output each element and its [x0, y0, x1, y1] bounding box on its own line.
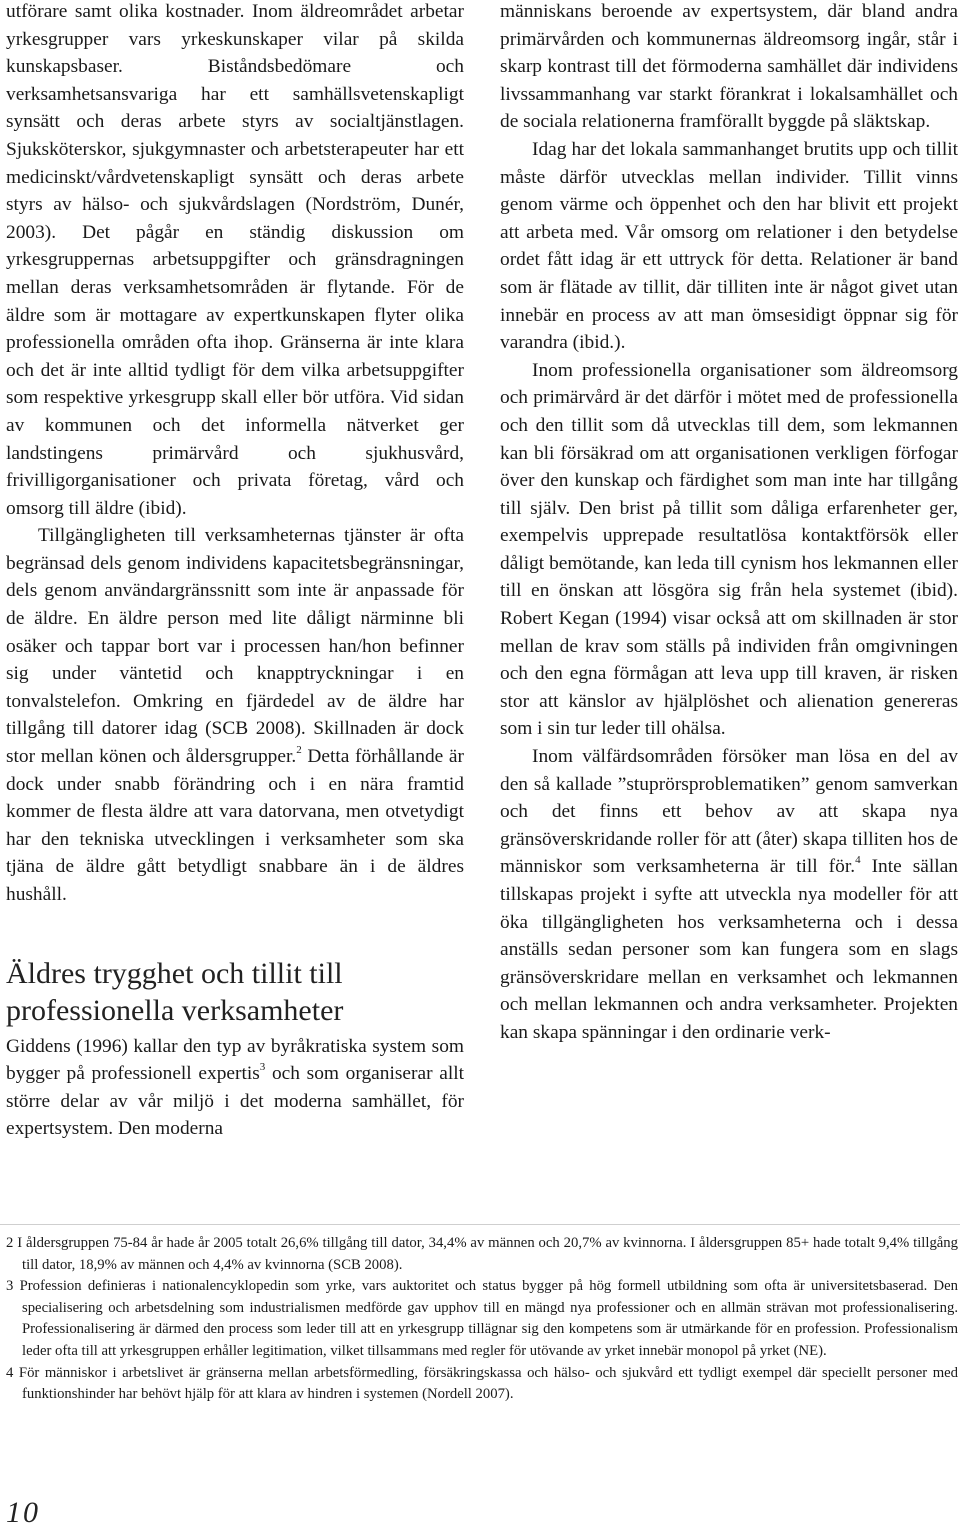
paragraph: Idag har det lokala sammanhanget brutits upp och tillit måste därför utvecklas mellan individer. Tillit vinns genom värme och öppenhet och den har blivit ett projekt att arbeta med. Vår omsorg om relationer i den betydelse ordet fått idag är ett uttryck för detta. Relationer är band som är flätade av tillit, där tilliten inte är något givet utan innebär en process av att man ömsesidigt öppnar sig för varandra (ibid.). [500, 138, 958, 354]
paragraph-text: Detta förhållande är dock under snabb förändring och i en nära framtid kommer de flesta äldre att vara datorvana, men otvetydigt har den tekniska utvecklingen i verksamheter som ska tjäna de äldre gått betydligt snabbare än i de äldres hushåll. [6, 746, 464, 905]
footnote-ref-3: 3 [259, 1061, 266, 1074]
paragraph-text: Tillgängligheten till verksamheternas tjänster är ofta begränsad dels genom individens kapacitetsbegränsningar, dels genom användargränssnitt som inte är anpassade för de äldre. En äldre person med lite dåligt närminne bli osäker och tappar bort var i processen han/hon befinner sig under väntetid och knapptryckningar i en tonvalstelefon. Omkring en fjärdedel av de äldre har tillgång till datorer idag (SCB 2008). Skillnaden är dock stor mellan könen och åldersgrupper. [6, 525, 464, 768]
footnote-ref-4: 4 [855, 854, 861, 867]
paragraph-text: Giddens (1996) kallar den typ av byråkratiska system som bygger på professionell expertis [6, 1035, 464, 1085]
footnote-2: 2 I åldersgruppen 75-84 år hade år 2005 totalt 26,6% tillgång till dator, 34,4% av männen och 20,7% av kvinnorna. I åldersgruppen 85+ hade totalt 9,4% tillgång till dator, 18,9% av männen och 4,4% av kvinnorna (SCB 2008). [6, 1235, 958, 1273]
footnote-3: 3 Profession definieras i nationalencyklopedin som yrke, vars auktoritet och status bygger på hög formell utbildning som ofta är universitetsbaserad. Den specialisering och arbetsdelning som industrialismen medförde gav upphov till en mängd nya professioner och en allmän strävan mot professionalisering. Professionalisering är därmed den process som leder till att en yrkesgrupp tillägnar sig den kompetens som är utmärkande för en profession. Professionalism leder ofta till att yrkesgruppen erhåller legitimation, vilket tillsammans med regler för utövande av yrket innebär monopol på yrket (NE). [6, 1278, 958, 1359]
section-heading: Äldres trygghet och tillit till professionella verksamheter [6, 956, 344, 1027]
paragraph [6, 1033, 464, 1143]
footnote-divider [0, 1224, 960, 1225]
page-number: 10 [6, 1496, 40, 1529]
footnote-ref-2: 2 [296, 744, 302, 757]
paragraph: Inom professionella organisationer som äldreomsorg och primärvård är det därför i mötet med de professionella och den tillit som då utvecklas till dem, som lekmannen kan bli försäkrad om att organisationen verkligen förfogar över den kunskap och färdighet som man inte har tillgång till själv. Den brist på tillit som dåliga erfarenheter ger, exempelvis upprepade resultatlösa kontaktförsök eller dåligt bemötande, kan leda till cynism hos lekmannen eller till en önskan att lösgöra sig från hela systemet (ibid). Robert Kegan (1994) visar också att om skillnaden är stor mellan de krav som ställs på individen från omgivningen och den egna förmågan att leva upp till kraven, är risken stor att känslor av hjälplöshet och alienation genereras som i sin tur leder till ohälsa. [500, 359, 958, 740]
paragraph [6, 522, 464, 908]
footnotes [6, 1233, 958, 1406]
paragraph: människans beroende av expertsystem, där bland andra primärvården och kommunernas äldreomsorg ingår, står i skarp kontrast till det förmoderna samhället där individens livssammanhang var starkt förankrat i lokalsamhället och de sociala relationerna framförallt byggde på släktskap. [500, 1, 958, 133]
left-column [6, 0, 464, 1143]
footnote-4: 4 För människor i arbetslivet är gränserna mellan arbetsförmedling, försäkringskassa och hälso- och sjukvård ett tydligt exempel där speciellt personer med funktionshinder har behövt hjälp för att klara av hindren i systemen (Nordell 2007). [6, 1364, 958, 1403]
paragraph-text: Inom välfärdsområden försöker man lösa en del av den så kallade ”stuprörsproblematiken” genom samverkan och det finns ett behov av att skapa nya gränsöverskridande roller för att (åter) skapa tilliten hos de människor som verksamheterna är till för. [500, 746, 958, 878]
paragraph-text: Inte sällan tillskapas projekt i syfte att utveckla nya modeller för att öka tillgängligheten hos verksamheterna och i dessa anställs sedan personer som kan fungera som en slags gränsöverskridare mellan en verksamhet och lekmannen och mellan lekmannen och andra verksamheter. Projekten kan skapa spänningar i den ordinarie verk- [500, 856, 958, 1043]
paragraph: utförare samt olika kostnader. Inom äldreområdet arbetar yrkesgrupper vars yrkeskunskaper vilar på skilda kunskapsbaser. Biståndsbedömare och verksamhetsansvariga har ett samhällsvetenskapligt synsätt och deras arbete styrs av socialtjänstlagen. Sjuksköterskor, sjukgymnaster och arbetsterapeuter har ett medicinskt/vårdvetenskapligt synsätt och deras arbete styrs av hälso- och sjukvårdslagen (Nordström, Dunér, 2003). Det pågår en ständig diskussion om yrkesgruppernas arbetsuppgifter och gränsdragningen mellan deras verksamhetsområden är flytande. För de äldre som är mottagare av expertkunskapen flyter olika professionella områden ofta ihop. Gränserna är inte klara och det är inte alltid tydligt för dem vilka arbetsuppgifter som respektive yrkesgrupp skall eller bör utföra. Vid sidan av kommunen och det informella nätverket ger landstingens primärvård och sjukhusvård, frivilligorganisationer och privata företag, vård och omsorg till äldre (ibid). [6, 1, 464, 519]
right-column [500, 0, 958, 1047]
paragraph [500, 743, 958, 1047]
paragraph-text: och som organiserar allt större delar av vår miljö i det moderna samhället, för expertsystem. Den moderna [6, 1063, 465, 1140]
